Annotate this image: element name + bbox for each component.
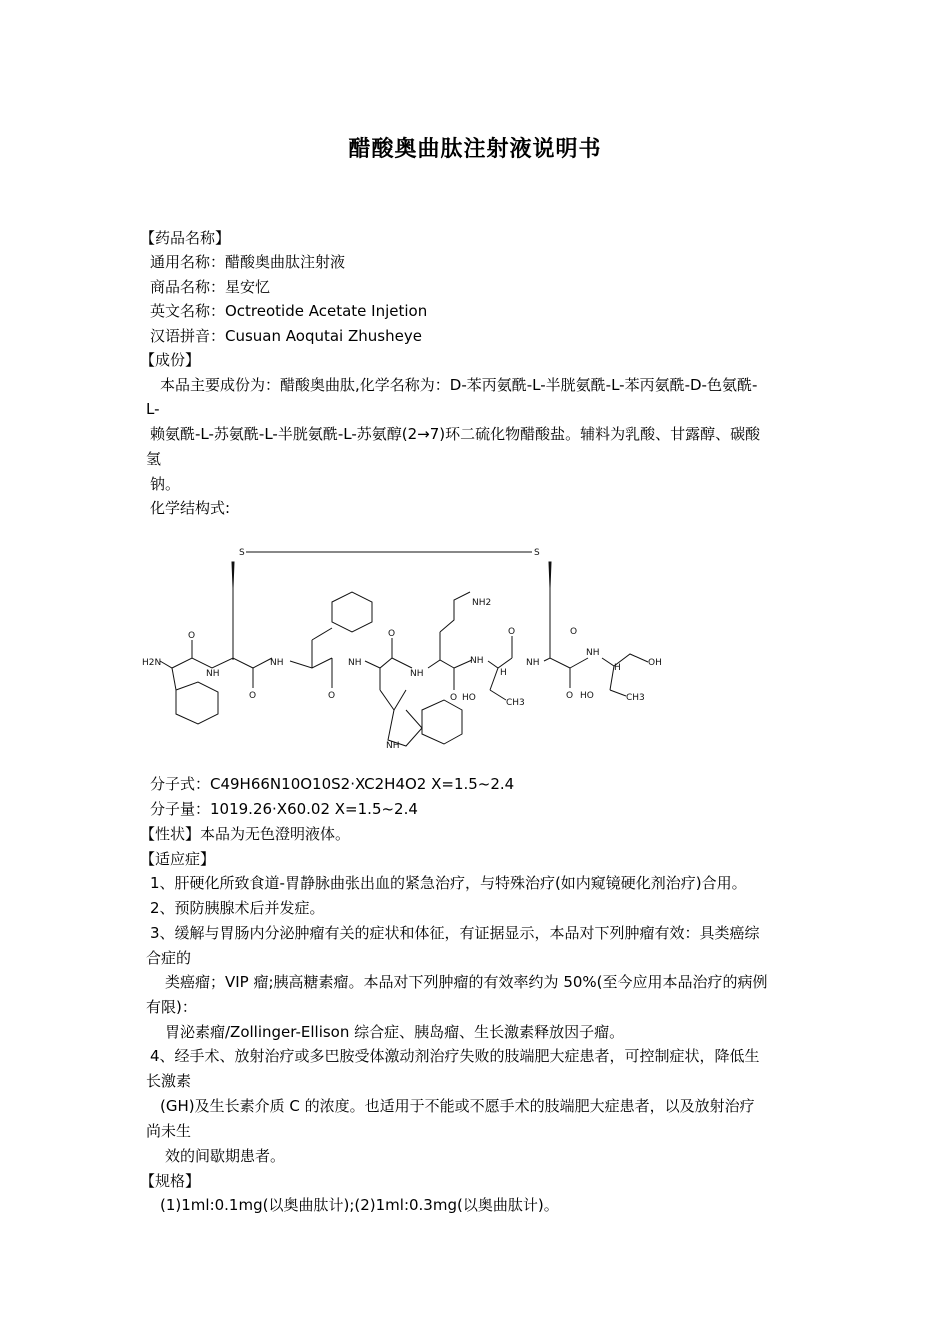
indication-3c: 类癌瘤；VIP 瘤;胰高糖素瘤。本品对下列肿瘤的有效率约为 50%(至今应用本品治疗的病例 <box>165 973 768 991</box>
structure-nh-7: NH <box>586 648 600 658</box>
indication-4d: 尚未生 <box>146 1122 192 1140</box>
structure-label: 化学结构式: <box>150 499 231 517</box>
structure-ch3-1: CH3 <box>506 698 525 708</box>
section-heading-drug-name: 【药品名称】 <box>140 229 231 247</box>
trade-name: 商品名称：星安忆 <box>150 278 271 296</box>
indication-4c: (GH)及生长素介质 C 的浓度。也适用于不能或不愿手术的肢端肥大症患者，以及放射治疗 <box>160 1097 755 1115</box>
indication-4b: 长激素 <box>146 1072 192 1090</box>
structure-nh-6: NH <box>526 658 540 668</box>
spec-value: (1)1ml:0.1mg(以奥曲肽计);(2)1ml:0.3mg(以奥曲肽计)。 <box>160 1196 559 1214</box>
structure-ho-1: HO <box>462 693 476 703</box>
properties: 【性状】本品为无色澄明液体。 <box>140 825 351 843</box>
indication-3d: 有限)： <box>146 998 197 1016</box>
indication-1: 1、肝硬化所致食道-胃静脉曲张出血的紧急治疗，与特殊治疗(如内窥镜硬化剂治疗)合用。 <box>150 874 747 892</box>
structure-oh: OH <box>648 658 662 668</box>
structure-nh-3: NH <box>348 658 362 668</box>
structure-nh-4: NH <box>410 669 424 679</box>
structure-atom-s-right: S <box>534 548 540 558</box>
structure-ch3-2: CH3 <box>626 693 645 703</box>
structure-o-7: O <box>566 691 574 701</box>
generic-name: 通用名称：醋酸奥曲肽注射液 <box>150 253 346 271</box>
molecular-formula: 分子式：C49H66N10O10S2·XC2H4O2 X=1.5~2.4 <box>150 775 515 793</box>
structure-o-2: O <box>249 691 257 701</box>
structure-o-4: O <box>388 629 396 639</box>
section-heading-composition: 【成份】 <box>140 351 201 369</box>
indication-2: 2、预防胰腺术后并发症。 <box>150 899 325 917</box>
structure-ho-2: HO <box>580 691 594 701</box>
structure-h2n: H2N <box>142 658 162 668</box>
english-name: 英文名称：Octreotide Acetate Injetion <box>150 302 428 320</box>
section-heading-spec: 【规格】 <box>140 1172 201 1190</box>
structure-nh2: NH2 <box>472 598 492 608</box>
document-title: 醋酸奥曲肽注射液说明书 <box>348 137 602 162</box>
structure-nh-5: NH <box>470 656 484 666</box>
structure-o-3: O <box>328 691 336 701</box>
composition-line-3: 钠。 <box>150 475 181 493</box>
structure-o-8: O <box>570 627 578 637</box>
composition-line-1b: L- <box>146 400 160 418</box>
indication-3a: 3、缓解与胃肠内分泌肿瘤有关的症状和体征，有证据显示，本品对下列肿瘤有效：具类癌综 <box>150 924 760 942</box>
chemical-structure-diagram <box>140 540 670 750</box>
indication-3e: 胃泌素瘤/Zollinger-Ellison 综合症、胰岛瘤、生长激素释放因子瘤。 <box>165 1023 625 1041</box>
structure-o-6: O <box>508 627 516 637</box>
pinyin-name: 汉语拼音：Cusuan Aoqutai Zhusheye <box>150 327 422 345</box>
composition-line-1: 本品主要成份为：醋酸奥曲肽,化学名称为：D-苯丙氨酰-L-半胱氨酰-L-苯丙氨酰-D-色氨酰- <box>160 376 758 394</box>
composition-line-2b: 氢 <box>146 450 162 468</box>
structure-nh-1: NH <box>206 669 220 679</box>
structure-o-1: O <box>188 631 196 641</box>
composition-line-2: 赖氨酰-L-苏氨酰-L-半胱氨酰-L-苏氨醇(2→7)环二硫化物醋酸盐。辅料为乳酸、甘露醇、碳酸 <box>150 425 761 443</box>
structure-nh-2: NH <box>270 658 284 668</box>
structure-h-2: H <box>614 663 621 673</box>
structure-nh-trp: NH <box>386 741 400 750</box>
structure-o-5: O <box>450 693 458 703</box>
structure-h-1: H <box>500 668 507 678</box>
indication-3b: 合症的 <box>146 949 192 967</box>
section-heading-indications: 【适应症】 <box>140 850 216 868</box>
indication-4a: 4、经手术、放射治疗或多巴胺受体激动剂治疗失败的肢端肥大症患者，可控制症状，降低生 <box>150 1047 760 1065</box>
indication-4e: 效的间歇期患者。 <box>165 1147 286 1165</box>
molecular-weight: 分子量：1019.26·X60.02 X=1.5~2.4 <box>150 800 418 818</box>
structure-atom-s-left: S <box>239 548 245 558</box>
